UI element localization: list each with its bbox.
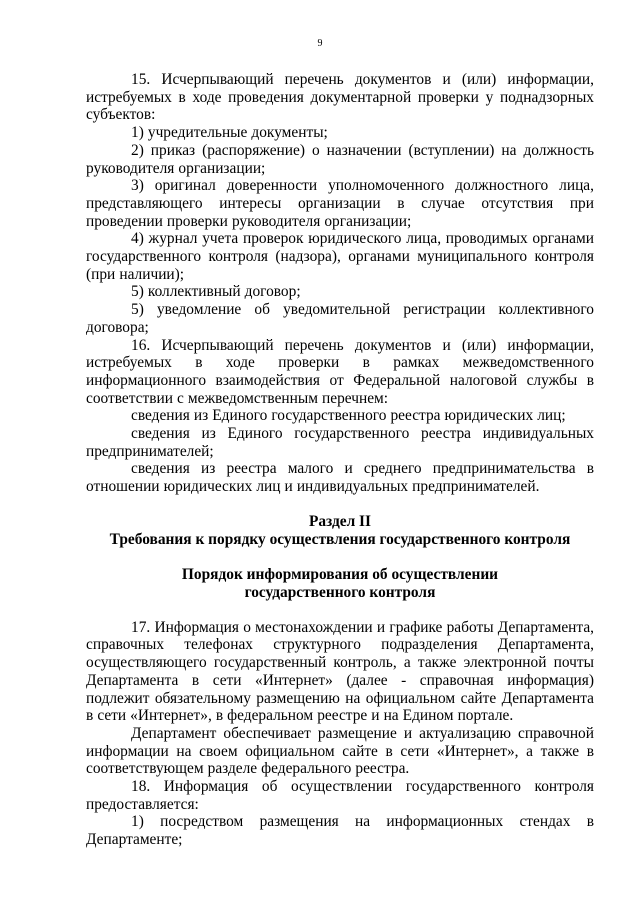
paragraph-17: 17. Информация о местонахождении и графике работы Департамента, справочных телефонах структурного подразделения Департамента, осуществляющего государственный контроль, а также электронной почты Департамента в сети «Интернет» (далее - справочная информация) подлежит обязательному размещению на официальном сайте Департамента в сети «Интернет», в федеральном реестре и на Едином портале. (86, 618, 594, 725)
registry-item-1: сведения из Единого государственного реестра юридических лиц; (131, 407, 566, 425)
paragraph-15: 15. Исчерпывающий перечень документов и (или) информации, истребуемых в ходе проведения документарной проверки у поднадзорных субъектов: (86, 71, 594, 124)
section-subtitle: Требования к порядку осуществления государственного контроля (109, 530, 571, 548)
list-item-1: 1) учредительные документы; (131, 124, 328, 142)
document-body (86, 71, 594, 849)
registry-item-2: сведения из Единого государственного реестра индивидуальных предпринимателей; (86, 425, 594, 460)
list-item-2: 2) приказ (распоряжение) о назначении (вступлении) на должность руководителя организации; (86, 141, 594, 177)
section-title: Раздел II (308, 512, 372, 530)
page-number: 9 (317, 38, 323, 49)
paragraph-department: Департамент обеспечивает размещение и актуализацию справочной информации на своем официальном сайте в сети «Интернет», а также в соответствующем разделе федерального реестра. (86, 724, 594, 778)
paragraph-16: 16. Исчерпывающий перечень документов и (или) информации, истребуемых в ходе проверки в рамках межведомственного информационного взаимодействия от Федеральной налоговой службы в соответствии с межведомственным перечнем: (86, 336, 594, 407)
list-item-18-1: 1) посредством размещения на информационных стендах в Департаменте; (86, 813, 594, 849)
list-item-3: 3) оригинал доверенности уполномоченного должностного лица, представляющего интересы организации в случае отсутствия при проведении проверки руководителя организации; (86, 177, 594, 230)
registry-item-3: сведения из реестра малого и среднего предпринимательства в отношении юридических лиц и индивидуальных предпринимателей. (86, 460, 594, 496)
list-item-4: 4) журнал учета проверок юридического лица, проводимых органами государственного контроля (надзора), органами муниципального контроля (при наличии); (86, 230, 594, 283)
paragraph-18: 18. Информация об осуществлении государственного контроля предоставляется: (86, 778, 594, 813)
list-item-5: 5) коллективный договор; (131, 283, 301, 301)
subsection-title-line-1: Порядок информирования об осуществлении (181, 566, 499, 584)
subsection-title-line-2: государственного контроля (244, 583, 436, 601)
list-item-5b: 5) уведомление об уведомительной регистрации коллективного договора; (86, 301, 594, 336)
